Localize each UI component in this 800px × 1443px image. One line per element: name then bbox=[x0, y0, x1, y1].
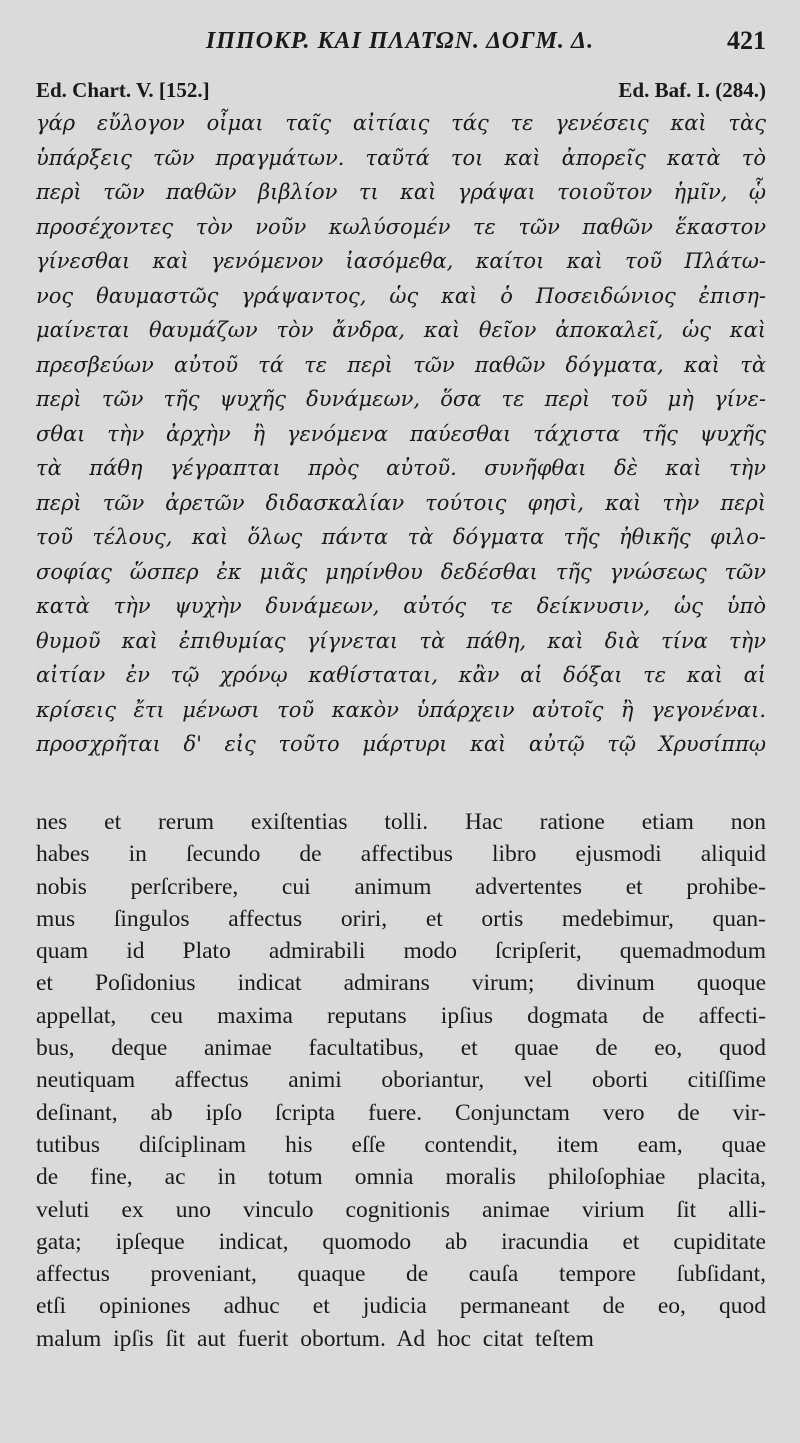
latin-text-line: et Poſidonius indicat admirans virum; divinum quoque bbox=[36, 970, 766, 997]
greek-text-line: τὰ πάθη γέγραπται πρὸς αὐτοῦ. συνῆφθαι δὲ καὶ τὴν bbox=[36, 456, 766, 480]
latin-text-line: nobis perſcribere, cui animum advertentes et prohibe- bbox=[36, 873, 766, 900]
latin-text-line: deſinant, ab ipſo ſcripta fuere. Conjunctam vero de vir- bbox=[36, 1099, 766, 1126]
latin-text-line: nes et rerum exiſtentias tolli. Hac ratione etiam non bbox=[36, 809, 766, 835]
latin-text-line: malum ipſis ſit aut fuerit obortum. Ad hoc citat teſtem bbox=[36, 1325, 594, 1352]
greek-text-line: μαίνεται θαυμάζων τὸν ἄνδρα, καὶ θεῖον ἀποκαλεῖ, ὡς καὶ bbox=[36, 318, 766, 342]
latin-text-line: veluti ex uno vinculo cognitionis animae virium ſit alli- bbox=[36, 1196, 766, 1223]
latin-text-line: etſi opiniones adhuc et judicia permaneant de eo, quod bbox=[36, 1293, 766, 1320]
latin-text-line: de fine, ac in totum omnia moralis philoſophiae placita, bbox=[36, 1164, 766, 1191]
running-head: ΙΠΠΟΚΡ. ΚΑΙ ΠΛΑΤΩΝ. ΔΟΓΜ. Δ. bbox=[205, 28, 595, 54]
latin-text-line: mus ſingulos affectus oriri, et ortis medebimur, quan- bbox=[36, 905, 766, 932]
greek-text-line: κρίσεις ἔτι μένωσι τοῦ κακὸν ὑπάρχειν αὐτοῖς ἢ γεγονέναι. bbox=[36, 697, 766, 722]
greek-text-line: τοῦ τέλους, καὶ ὅλως πάντα τὰ δόγματα τῆς ἠθικῆς φιλο- bbox=[36, 525, 766, 549]
greek-text-line: θυμοῦ καὶ ἐπιθυμίας γίγνεται τὰ πάθη, καὶ διὰ τίνα τὴν bbox=[36, 628, 766, 653]
latin-text-line: neutiquam affectus animi oboriantur, vel oborti citiſſime bbox=[36, 1067, 766, 1094]
greek-text-line: σοφίας ὥσπερ ἐκ μιᾶς μηρίνθου δεδέσθαι τῆς γνώσεως τῶν bbox=[36, 559, 766, 584]
latin-text-line: bus, deque animae facultatibus, et quae de eo, quod bbox=[36, 1035, 766, 1062]
greek-text-line: περὶ τῶν τῆς ψυχῆς δυνάμεων, ὅσα τε περὶ τοῦ μὴ γίνε- bbox=[36, 387, 766, 411]
latin-text-line: appellat, ceu maxima reputans ipſius dogmata de affecti- bbox=[36, 1002, 766, 1029]
greek-text-block bbox=[36, 106, 766, 762]
greek-text-line: κατὰ τὴν ψυχὴν δυνάμεων, αὐτός τε δείκνυσιν, ὡς ὑπὸ bbox=[36, 594, 766, 618]
latin-text-block bbox=[36, 806, 766, 1355]
greek-text-line: αἰτίαν ἐν τῷ χρόνῳ καθίσταται, κἂν αἱ δόξαι τε καὶ αἱ bbox=[36, 663, 766, 687]
greek-text-line: νος θαυμαστῶς γράψαντος, ὡς καὶ ὁ Ποσειδώνιος ἐπιση- bbox=[36, 283, 766, 308]
greek-text-line: πρεσβεύων αὐτοῦ τά τε περὶ τῶν παθῶν δόγματα, καὶ τὰ bbox=[36, 352, 766, 377]
greek-text-line: γίνεσθαι καὶ γενόμενον ἰασόμεθα, καίτοι καὶ τοῦ Πλάτω- bbox=[36, 249, 766, 273]
greek-text-line: περὶ τῶν ἀρετῶν διδασκαλίαν τούτοις φησὶ, καὶ τὴν περὶ bbox=[36, 490, 766, 515]
greek-text-line: γάρ εὔλογον οἶμαι ταῖς αἰτίαις τάς τε γενέσεις καὶ τὰς bbox=[36, 111, 766, 135]
page-number: 421 bbox=[727, 26, 766, 55]
latin-text-line: gata; ipſeque indicat, quomodo ab iracundia et cupiditate bbox=[36, 1228, 766, 1255]
greek-text-line: σθαι τὴν ἀρχὴν ἢ γενόμενα παύεσθαι τάχιστα τῆς ψυχῆς bbox=[36, 421, 766, 446]
greek-text-line: προσχρῆται δ' εἰς τοῦτο μάρτυρι καὶ αὐτῷ τῷ Χρυσίππῳ bbox=[36, 732, 766, 756]
latin-text-line: habes in ſecundo de affectibus libro ejusmodi aliquid bbox=[36, 841, 766, 868]
latin-text-line: tutibus diſciplinam his eſſe contendit, item eam, quae bbox=[36, 1131, 766, 1158]
greek-text-line: περὶ τῶν παθῶν βιβλίον τι καὶ γράψαι τοιοῦτον ἡμῖν, ᾧ bbox=[36, 180, 766, 204]
latin-text-line: quam id Plato admirabili modo ſcripſerit, quemadmodum bbox=[36, 938, 766, 965]
greek-text-line: προσέχοντες τὸν νοῦν κωλύσομέν τε τῶν παθῶν ἕκαστον bbox=[36, 214, 766, 239]
edition-reference-right: Ed. Baf. I. (284.) bbox=[618, 78, 766, 102]
greek-text-line: ὑπάρξεις τῶν πραγμάτων. ταῦτά τοι καὶ ἀπορεῖς κατὰ τὸ bbox=[36, 145, 766, 170]
latin-text-line: affectus proveniant, quaque de cauſa tempore ſubſidant, bbox=[36, 1261, 766, 1288]
edition-reference-left: Ed. Chart. V. [152.] bbox=[36, 78, 210, 102]
